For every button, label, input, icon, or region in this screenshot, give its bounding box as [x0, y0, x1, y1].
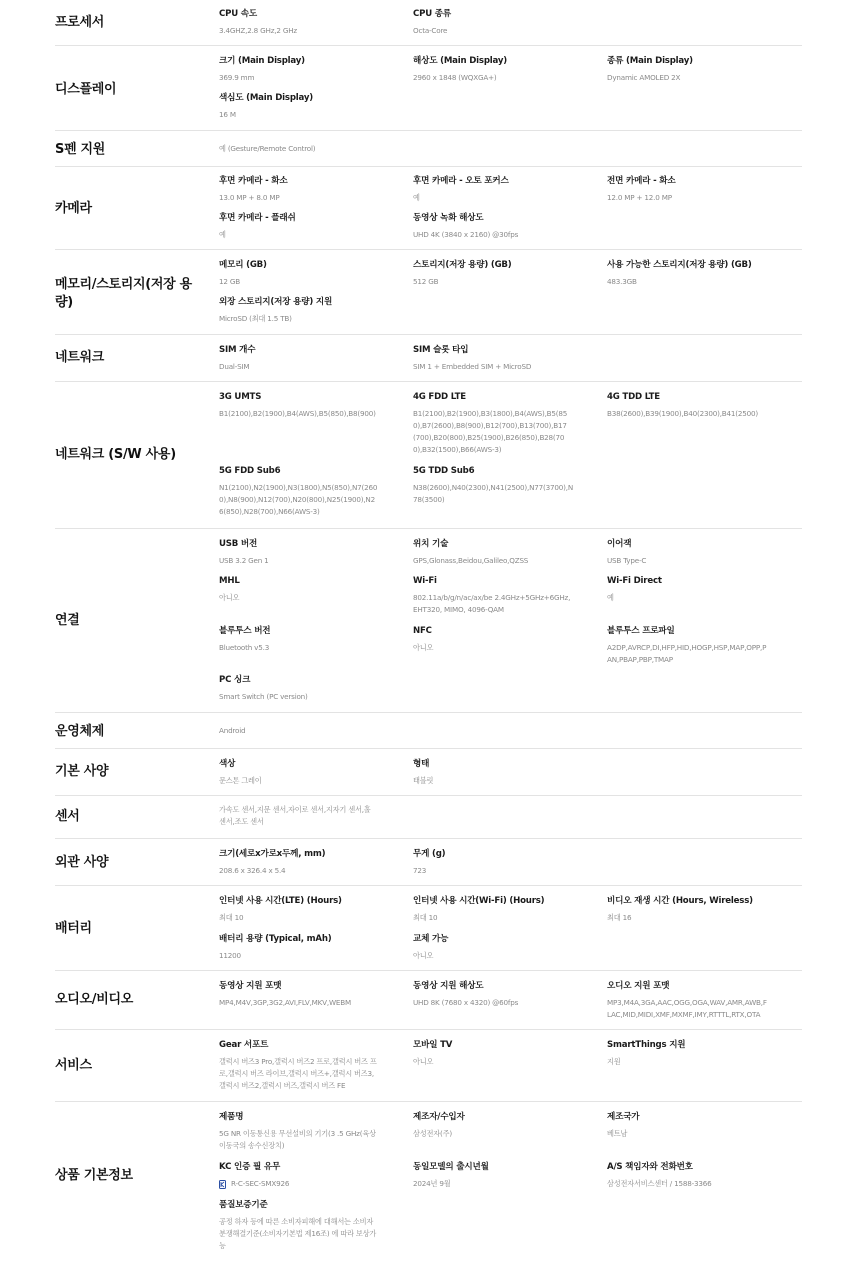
- spec-value: A2DP,AVRCP,DI,HFP,HID,HOGP,HSP,MAP,OPP,PAN,PBAP,PBP,TMAP: [607, 643, 767, 664]
- spec-label: MHL: [219, 576, 240, 586]
- spec-item-display-resolution: [413, 56, 588, 84]
- spec-item-usb: [219, 539, 394, 567]
- spec-label: 크기 (Main Display): [219, 56, 305, 66]
- spec-value: Android: [219, 726, 246, 735]
- spec-row-network-sw: [55, 382, 802, 529]
- spec-item-display-size: [219, 56, 394, 84]
- spec-item-5g-tdd-sub6: [413, 466, 573, 506]
- spec-item-available-storage: [607, 260, 782, 288]
- spec-item-sim-count: [219, 345, 394, 373]
- spec-value: 11200: [219, 951, 241, 960]
- spec-value: 베트남: [607, 1129, 628, 1138]
- spec-item-bt-profile: [607, 626, 767, 666]
- spec-label: 외장 스토리지(저장 용량) 지원: [219, 297, 333, 307]
- spec-item-internet-lte: [219, 896, 394, 924]
- spec-item-color: [219, 759, 394, 787]
- spec-item-ram: [219, 260, 394, 288]
- spec-value: 802.11a/b/g/n/ac/ax/be 2.4GHz+5GHz+6GHz, EHT320, MIMO, 4096-QAM: [413, 593, 571, 614]
- spec-value: 최대 10: [413, 913, 438, 922]
- spec-row-connectivity: [55, 529, 802, 713]
- spec-item-nfc: [413, 626, 588, 654]
- spec-label: 블루투스 프로파일: [607, 626, 675, 636]
- spec-item-mhl: [219, 576, 394, 604]
- spec-label: 위치 기술: [413, 539, 449, 549]
- spec-label: 교체 가능: [413, 934, 449, 944]
- spec-label: 3G UMTS: [219, 392, 262, 402]
- spec-value: 삼성전자서비스센터 / 1588-3366: [607, 1179, 712, 1188]
- category-title: 기본 사양: [55, 764, 109, 779]
- spec-value: 2960 x 1848 (WQXGA+): [413, 73, 497, 82]
- spec-label: 이어잭: [607, 539, 632, 549]
- spec-value: 아니오: [413, 643, 434, 652]
- spec-value: N38(2600),N40(2300),N41(2500),N77(3700),N78(3500): [413, 483, 574, 504]
- spec-item-video-recording: [413, 213, 588, 241]
- category-title: 운영체제: [55, 724, 105, 739]
- spec-value: 5G NR 이동통신용 무선설비의 기기(3 .5 GHz(육상이동국의 송수신장치): [219, 1129, 376, 1150]
- spec-item-front-camera: [607, 176, 782, 204]
- category-title: 카메라: [55, 201, 92, 216]
- spec-item-sim-slot: [413, 345, 588, 373]
- spec-value: Bluetooth v5.3: [219, 643, 270, 652]
- spec-label: 4G TDD LTE: [607, 392, 660, 402]
- spec-row-camera: [55, 167, 802, 250]
- spec-item-5g-fdd-sub6: [219, 466, 379, 518]
- spec-value: 12 GB: [219, 277, 240, 286]
- spec-item-rear-flash: [219, 213, 394, 241]
- spec-value: Smart Switch (PC version): [219, 692, 308, 701]
- spec-value: 아니오: [219, 593, 240, 602]
- spec-value: UHD 4K (3840 x 2160) @30fps: [413, 230, 519, 239]
- spec-item-gear-support: [219, 1040, 379, 1092]
- spec-label: 후면 카메라 - 화소: [219, 176, 288, 186]
- spec-item-audio-format: [607, 981, 767, 1021]
- spec-item-external-storage: [219, 297, 394, 325]
- spec-item-earjack: [607, 539, 782, 567]
- spec-label: 인터넷 사용 시간(Wi-Fi) (Hours): [413, 896, 545, 906]
- spec-item-bt-version: [219, 626, 394, 654]
- category-title: 외관 사양: [55, 855, 109, 870]
- spec-row-basic: [55, 749, 802, 796]
- category-title: 프로세서: [55, 15, 105, 30]
- spec-row-battery: [55, 886, 802, 971]
- spec-label: 배터리 용량 (Typical, mAh): [219, 934, 332, 944]
- spec-value: B1(2100),B2(1900),B4(AWS),B5(850),B8(900): [219, 409, 376, 418]
- spec-label: 5G TDD Sub6: [413, 466, 475, 476]
- category-title: 네트워크 (S/W 사용): [55, 447, 176, 462]
- spec-item-3g-umts: [219, 392, 394, 420]
- spec-label: 동일모델의 출시년월: [413, 1162, 489, 1172]
- spec-value: 483.3GB: [607, 277, 637, 286]
- spec-item-as-contact: [607, 1162, 782, 1190]
- spec-row-network: [55, 335, 802, 382]
- spec-item-form: [413, 759, 588, 787]
- spec-value: UHD 8K (7680 x 4320) @60fps: [413, 998, 519, 1007]
- spec-value: 가속도 센서,지문 센서,자이로 센서,지자기 센서,홀 센서,조도 센서: [219, 805, 371, 826]
- spec-item-country: [607, 1112, 782, 1140]
- spec-value: MicroSD (최대 1.5 TB): [219, 314, 292, 323]
- spec-item-manufacturer: [413, 1112, 588, 1140]
- spec-item-rear-autofocus: [413, 176, 588, 204]
- spec-value: SIM 1 + Embedded SIM + MicroSD: [413, 362, 532, 371]
- spec-label: 제조국가: [607, 1112, 640, 1122]
- spec-value: 지원: [607, 1057, 621, 1066]
- spec-label: 비디오 재생 시간 (Hours, Wireless): [607, 896, 753, 906]
- spec-item-wifi: [413, 576, 573, 616]
- spec-value: 최대 16: [607, 913, 632, 922]
- spec-label: 스토리지(저장 용량) (GB): [413, 260, 512, 270]
- spec-label: SmartThings 지원: [607, 1040, 686, 1050]
- spec-label: KC 인증 필 유무: [219, 1162, 281, 1172]
- spec-label: 제조자/수입자: [413, 1112, 465, 1122]
- spec-row-spen: [55, 131, 802, 167]
- spec-row-physical: [55, 839, 802, 886]
- spec-value: 아니오: [413, 1057, 434, 1066]
- spec-value: GPS,Glonass,Beidou,Galileo,QZSS: [413, 556, 529, 565]
- spec-value: 2024년 9월: [413, 1179, 451, 1188]
- spec-label: 4G FDD LTE: [413, 392, 466, 402]
- spec-label: Gear 서포트: [219, 1040, 269, 1050]
- spec-value: 13.0 MP + 8.0 MP: [219, 193, 280, 202]
- spec-value: 12.0 MP + 12.0 MP: [607, 193, 672, 202]
- spec-value: 예 (Gesture/Remote Control): [219, 144, 316, 153]
- spec-value: 208.6 x 326.4 x 5.4: [219, 866, 286, 875]
- spec-value: 삼성전자(주): [413, 1129, 452, 1138]
- spec-item-cpu-type: [413, 9, 588, 37]
- spec-item-rear-camera: [219, 176, 394, 204]
- category-title: S펜 지원: [55, 142, 106, 157]
- spec-item-video-support-resolution: [413, 981, 588, 1009]
- spec-value: 예: [607, 593, 614, 602]
- spec-value: USB 3.2 Gen 1: [219, 556, 269, 565]
- spec-label: 제품명: [219, 1112, 244, 1122]
- spec-item-display-type: [607, 56, 782, 84]
- category-title: 센서: [55, 809, 80, 824]
- spec-label: USB 버전: [219, 539, 258, 549]
- spec-label: CPU 속도: [219, 9, 257, 19]
- spec-label: 형태: [413, 759, 430, 769]
- spec-row-sensor: [55, 796, 802, 839]
- category-title: 오디오/비디오: [55, 992, 133, 1007]
- spec-label: 모바일 TV: [413, 1040, 453, 1050]
- spec-label: Wi-Fi Direct: [607, 576, 662, 586]
- spec-item-cpu-speed: [219, 9, 394, 37]
- spec-label: A/S 책임자와 전화번호: [607, 1162, 693, 1172]
- spec-label: SIM 개수: [219, 345, 256, 355]
- spec-value: 723: [413, 866, 427, 875]
- spec-value: Dynamic AMOLED 2X: [607, 73, 681, 82]
- spec-value: Octa-Core: [413, 26, 448, 35]
- spec-item-product-name: [219, 1112, 379, 1152]
- spec-row-os: [55, 713, 802, 749]
- category-title: 연결: [55, 613, 80, 628]
- kc-mark-icon: [219, 1180, 226, 1189]
- spec-value: 갤럭시 버즈3 Pro,갤럭시 버즈2 프로,갤럭시 버즈 프로,갤럭시 버즈 라이브,갤럭시 버즈+,갤럭시 버즈3,갤럭시 버즈2,갤럭시 버즈,갤럭시 버즈 FE: [219, 1057, 377, 1090]
- category-title: 메모리/스토리지(저장 용량): [55, 277, 192, 310]
- spec-label: NFC: [413, 626, 432, 636]
- spec-value: B38(2600),B39(1900),B40(2300),B41(2500): [607, 409, 758, 418]
- spec-row-product-info: [55, 1102, 802, 1252]
- spec-item-storage: [413, 260, 588, 288]
- spec-label: 전면 카메라 - 화소: [607, 176, 676, 186]
- spec-label: 동영상 지원 해상도: [413, 981, 484, 991]
- spec-value: 3.4GHZ,2.8 GHz,2 GHz: [219, 26, 297, 35]
- kc-value-wrap: [219, 1178, 394, 1190]
- spec-value: B1(2100),B2(1900),B3(1800),B4(AWS),B5(850),B7(2600),B8(900),B12(700),B13(700),B17(700),B20(800),B25(1900),B26(850),B28(700),B32(1500),B66(AWS-3): [413, 409, 568, 454]
- spec-label: PC 싱크: [219, 675, 251, 685]
- spec-label: 오디오 지원 포맷: [607, 981, 670, 991]
- spec-item-mobile-tv: [413, 1040, 588, 1068]
- spec-value: 아니오: [413, 951, 434, 960]
- spec-value: MP3,M4A,3GA,AAC,OGG,OGA,WAV,AMR,AWB,FLAC,MID,MIDI,XMF,MXMF,IMY,RTTTL,RTX,OTA: [607, 998, 767, 1019]
- spec-label: CPU 종류: [413, 9, 451, 19]
- spec-label: 크기(세로x가로x두께, mm): [219, 849, 326, 859]
- spec-label: 동영상 지원 포맷: [219, 981, 282, 991]
- spec-row-services: [55, 1030, 802, 1102]
- spec-item-smartthings: [607, 1040, 782, 1068]
- spec-label: 해상도 (Main Display): [413, 56, 507, 66]
- spec-value: 예: [219, 230, 226, 239]
- category-title: 디스플레이: [55, 82, 117, 97]
- spec-label: 종류 (Main Display): [607, 56, 693, 66]
- category-title: 서비스: [55, 1058, 92, 1073]
- spec-value: Dual-SIM: [219, 362, 250, 371]
- category-title: 상품 기본정보: [55, 1168, 133, 1183]
- spec-value: N1(2100),N2(1900),N3(1800),N5(850),N7(2600),N8(900),N12(700),N20(800),N25(1900),N26(850),N28(700),N66(AWS-3): [219, 483, 378, 516]
- spec-label: 동영상 녹화 해상도: [413, 213, 484, 223]
- spec-value: 예: [413, 193, 420, 202]
- spec-value: 태블릿: [413, 776, 434, 785]
- spec-item-color-depth: [219, 93, 394, 121]
- spec-item-location: [413, 539, 588, 567]
- spec-label: 품질보증기준: [219, 1200, 268, 1210]
- spec-label: 5G FDD Sub6: [219, 466, 281, 476]
- spec-value: MP4,M4V,3GP,3G2,AVI,FLV,MKV,WEBM: [219, 998, 351, 1007]
- spec-item-dimension: [219, 849, 394, 877]
- spec-item-weight: [413, 849, 588, 877]
- spec-label: 블루투스 버전: [219, 626, 271, 636]
- spec-label: 무게 (g): [413, 849, 446, 859]
- spec-value: USB Type-C: [607, 556, 647, 565]
- spec-value: R-C-SEC-SMX926: [231, 1179, 290, 1188]
- spec-item-battery-capacity: [219, 934, 394, 962]
- spec-row-processor: [55, 0, 802, 46]
- spec-item-quality-standard: [219, 1200, 379, 1252]
- spec-label: SIM 슬롯 타입: [413, 345, 469, 355]
- spec-value: 369.9 mm: [219, 73, 255, 82]
- spec-label: 후면 카메라 - 오토 포커스: [413, 176, 509, 186]
- spec-item-video-format: [219, 981, 394, 1009]
- spec-row-audio-video: [55, 971, 802, 1030]
- spec-label: 사용 가능한 스토리지(저장 용량) (GB): [607, 260, 752, 270]
- spec-item-kc-cert: [219, 1162, 394, 1190]
- spec-item-release-date: [413, 1162, 588, 1190]
- spec-label: 인터넷 사용 시간(LTE) (Hours): [219, 896, 342, 906]
- category-title: 네트워크: [55, 350, 105, 365]
- spec-row-display: [55, 46, 802, 131]
- spec-label: 후면 카메라 - 플래쉬: [219, 213, 296, 223]
- spec-value: 512 GB: [413, 277, 439, 286]
- spec-item-4g-fdd-lte: [413, 392, 573, 456]
- spec-item-wifi-direct: [607, 576, 782, 604]
- spec-label: 색심도 (Main Display): [219, 93, 313, 103]
- spec-value: 공정 하자 등에 따른 소비자피해에 대해서는 소비자분쟁해결기준(소비자기본법 제16조) 에 따라 보상가능: [219, 1217, 377, 1250]
- spec-item-video-playback: [607, 896, 782, 924]
- spec-label: Wi-Fi: [413, 576, 437, 586]
- spec-value: 최대 10: [219, 913, 244, 922]
- spec-label: 색상: [219, 759, 236, 769]
- spec-value: 16 M: [219, 110, 236, 119]
- category-title: 배터리: [55, 921, 92, 936]
- spec-item-pc-sync: [219, 675, 394, 703]
- spec-label: 메모리 (GB): [219, 260, 267, 270]
- spec-row-memory: [55, 250, 802, 335]
- spec-value: 문스톤 그레이: [219, 776, 262, 785]
- spec-item-internet-wifi: [413, 896, 588, 924]
- spec-item-4g-tdd-lte: [607, 392, 782, 420]
- spec-item-battery-removable: [413, 934, 588, 962]
